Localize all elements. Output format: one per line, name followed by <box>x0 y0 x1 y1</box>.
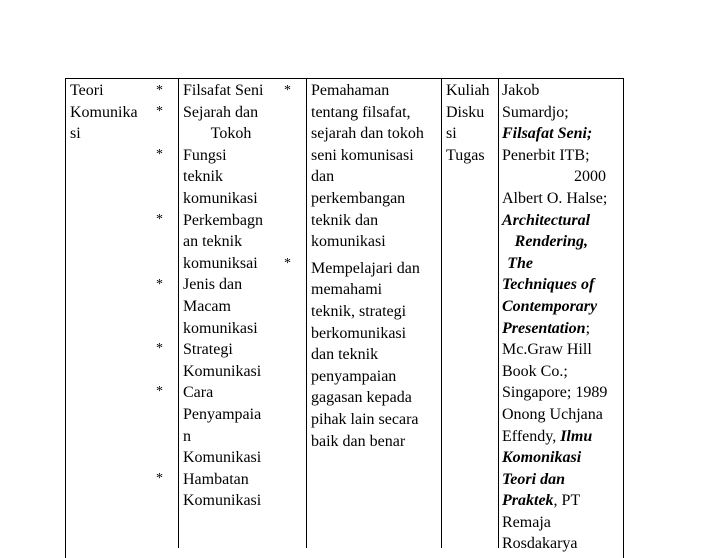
reference-segment: Ilmu <box>560 427 593 445</box>
references-cell <box>502 80 622 555</box>
subtopic-line: Komunikasi <box>183 492 262 510</box>
objectives-cell <box>311 80 439 452</box>
subtopic-line: Strategi <box>183 341 233 359</box>
reference-line: The <box>507 254 533 272</box>
subtopic-line: komunikasi <box>183 189 258 207</box>
subtopic-line: Perkembagn <box>183 211 263 229</box>
reference-line: Remaja <box>502 513 551 531</box>
reference-line: Onong Uchjana <box>502 405 603 423</box>
column-divider <box>178 78 179 548</box>
topic-line: si <box>70 125 81 143</box>
subtopic-line: Fungsi <box>183 146 227 164</box>
reference-segment: Presentation <box>502 319 586 337</box>
subtopic-line: Cara <box>183 384 214 402</box>
subtopic-line: komuniksai <box>183 254 258 272</box>
reference-line: Rendering, <box>514 233 588 251</box>
reference-line: Rosdakarya <box>502 535 578 553</box>
bullet-marker: * <box>156 212 163 227</box>
objective-line: gagasan kepada <box>311 389 412 407</box>
reference-line: Contemporary <box>502 297 598 315</box>
method-line: Tugas <box>446 146 485 164</box>
bullet-marker: * <box>156 384 163 399</box>
objective-line: sejarah dan tokoh <box>311 125 424 143</box>
topic-line: Komunika <box>70 103 138 121</box>
reference-line <box>502 490 622 512</box>
subtopic-line: n <box>183 427 191 445</box>
reference-segment: Praktek <box>502 492 554 510</box>
subtopic-line: komunikasi <box>183 319 258 337</box>
reference-line: Jakob <box>502 82 540 99</box>
objective-line: teknik, strategi <box>311 302 407 320</box>
objective-line: pihak lain secara <box>311 410 419 428</box>
bullet-marker: * <box>156 277 163 292</box>
objective-line: baik dan benar <box>311 432 406 450</box>
subtopic-line: Macam <box>183 297 231 315</box>
bullet-marker: * <box>156 83 163 98</box>
reference-segment: , PT <box>553 492 581 510</box>
subtopic-line: Komunikasi <box>183 449 262 467</box>
subtopic-line: Filsafat Seni <box>183 82 264 99</box>
bullet-marker: * <box>156 471 163 486</box>
objective-line: Mempelajari dan <box>311 259 420 277</box>
method-line: Disku <box>446 103 485 121</box>
subtopic-line: Penyampaia <box>183 405 262 423</box>
reference-line: Komonikasi <box>502 449 582 467</box>
column-divider <box>498 78 499 548</box>
reference-segment: Effendy, <box>502 427 561 445</box>
method-line: Kuliah <box>446 82 490 99</box>
column-divider <box>441 78 442 548</box>
subtopics-cell <box>183 80 279 512</box>
subtopic-line: teknik <box>183 168 223 186</box>
subtopic-line: an teknik <box>183 233 243 251</box>
subtopic-line: Jenis dan <box>183 276 243 294</box>
objective-line: Pemahaman <box>311 82 390 99</box>
reference-line: Albert O. Halse; <box>502 189 608 207</box>
objective-line: penyampaian <box>311 367 397 385</box>
objective-line: dan teknik <box>311 346 379 364</box>
topic-cell <box>70 80 138 145</box>
reference-line: Teori dan <box>502 470 565 488</box>
method-line: si <box>446 125 457 143</box>
subtopic-line: Hambatan <box>183 470 249 488</box>
bullet-marker: * <box>156 341 163 356</box>
bullet-marker: * <box>156 147 163 162</box>
bullet-marker: * <box>284 83 291 98</box>
subtopic-line: Tokoh <box>210 125 252 143</box>
objective-line: komunikasi <box>311 233 386 251</box>
reference-line <box>502 426 622 448</box>
reference-line: Architectural <box>502 211 591 229</box>
topic-line: Teori <box>70 82 104 99</box>
objective-line: berkomunikasi <box>311 324 407 342</box>
reference-segment: ; <box>585 319 591 337</box>
reference-line: Penerbit ITB; <box>502 146 590 164</box>
bullet-marker: * <box>284 256 291 271</box>
subtopic-line: Sejarah dan <box>183 103 259 121</box>
reference-line: Singapore; 1989 <box>502 384 608 402</box>
subtopic-line: Komunikasi <box>183 362 262 380</box>
reference-line: Book Co.; <box>502 362 568 380</box>
reference-line <box>502 318 622 340</box>
reference-line: Techniques of <box>502 276 595 294</box>
bullet-marker: * <box>156 104 163 119</box>
method-cell <box>446 80 490 166</box>
objective-line: dan <box>311 168 335 186</box>
reference-line: Mc.Graw Hill <box>502 341 592 359</box>
objective-line: tentang filsafat, <box>311 103 411 121</box>
objective-line: perkembangan <box>311 189 406 207</box>
reference-line: 2000 <box>574 168 606 186</box>
reference-line: Sumardjo; <box>502 103 569 121</box>
reference-line: Filsafat Seni; <box>502 125 593 143</box>
objective-line: teknik dan <box>311 211 379 229</box>
objective-line: memahami <box>311 281 383 299</box>
objective-line: seni komunisasi <box>311 146 414 164</box>
column-divider <box>306 78 307 548</box>
